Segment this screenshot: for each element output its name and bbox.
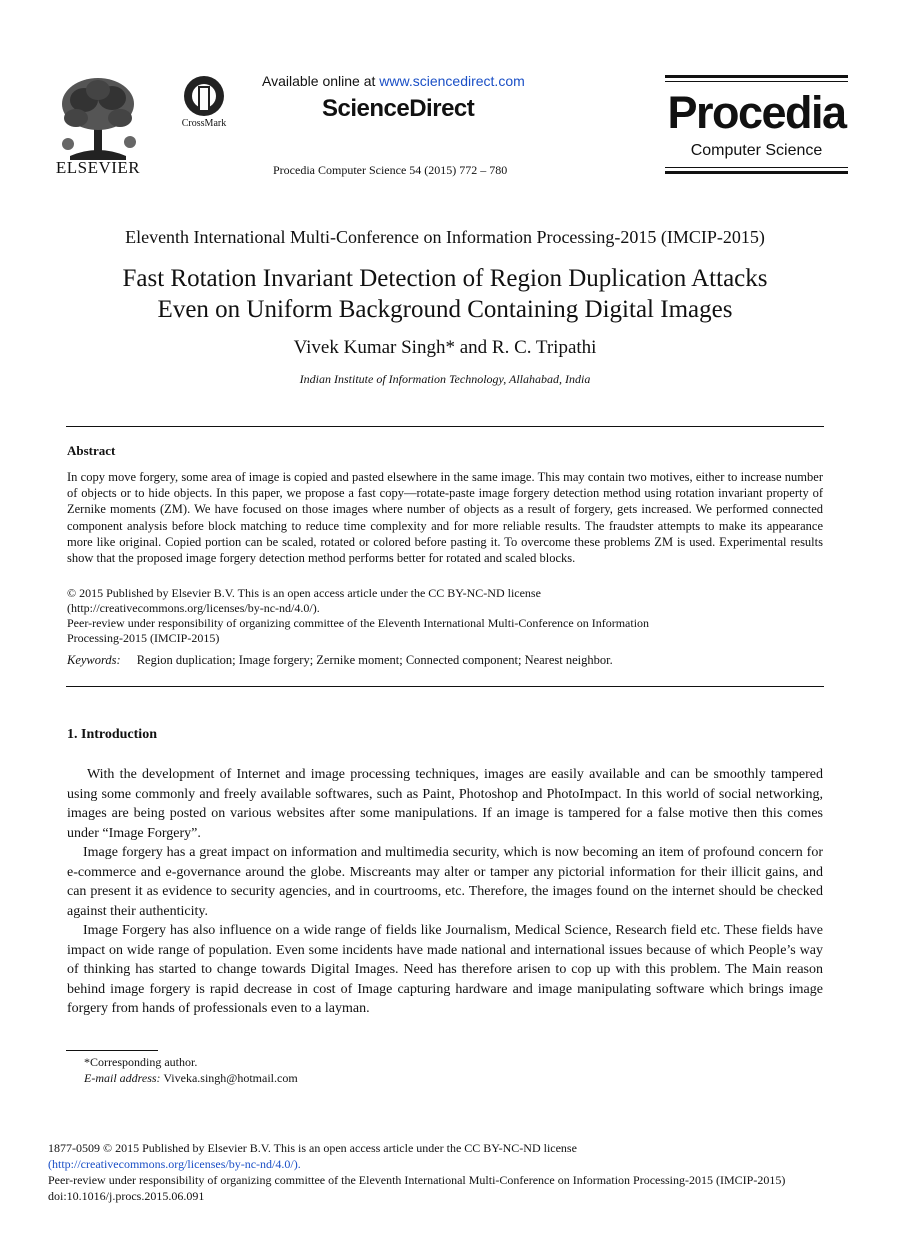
divider [66, 426, 824, 427]
elsevier-wordmark: ELSEVIER [55, 158, 141, 177]
copyright-line: © 2015 Published by Elsevier B.V. This is an open access article under the CC BY-NC-ND license [67, 586, 541, 600]
doi[interactable]: doi:10.1016/j.procs.2015.06.091 [48, 1189, 205, 1203]
authors: Vivek Kumar Singh* and R. C. Tripathi [293, 337, 597, 358]
journal-reference: Procedia Computer Science 54 (2015) 772 – 780 [273, 163, 508, 177]
procedia-rule [665, 75, 848, 78]
paragraph: Image Forgery has also influence on a wide range of fields like Journalism, Medical Science, Research field etc. These fields have impact on wide range of population. Even some incidents have made national and international issues because of which People’s way of thinking has started to change towards Digital Images. Need has therefore arisen to cop up with this problem. The Main reason behind image forgery is rapid decrease in cost of Image capturing hardware and image manipulating software which brings image forgery from hands of professionals even to a layman. [67, 923, 823, 1016]
issn-line: 1877-0509 © 2015 Published by Elsevier B.V. This is an open access article under the CC BY-NC-ND license [48, 1141, 577, 1155]
section-heading: 1. Introduction [67, 727, 157, 742]
procedia-rule [665, 167, 848, 168]
review-line: Processing-2015 (IMCIP-2015) [67, 631, 220, 645]
available-online: Available online at www.sciencedirect.com [262, 73, 525, 89]
crossmark-label: CrossMark [181, 118, 227, 129]
procedia-rule [665, 81, 848, 82]
copyright-notice [67, 586, 827, 646]
affiliation: Indian Institute of Information Technology, Allahabad, India [299, 372, 591, 386]
footer-review: Peer-review under responsibility of organizing committee of the Eleventh International Multi-Conference on Information Processing-2015 (IMCIP-2015) [48, 1173, 786, 1187]
procedia-rule [665, 171, 848, 174]
license-link[interactable]: (http://creativecommons.org/licenses/by-nc-nd/4.0/). [67, 601, 320, 615]
conference-name: Eleventh International Multi-Conference on Information Processing-2015 (IMCIP-2015) [125, 227, 765, 247]
paper-title [0, 263, 890, 325]
keywords-list: Region duplication; Image forgery; Zernike moment; Connected component; Nearest neighbor. [136, 653, 613, 667]
footer-license-link[interactable]: (http://creativecommons.org/licenses/by-nc-nd/4.0/). [48, 1157, 301, 1171]
procedia-logo: Procedia [667, 87, 846, 138]
keywords [67, 653, 613, 668]
email-line [84, 1071, 298, 1086]
email-label: E-mail address: [84, 1071, 161, 1085]
abstract-heading: Abstract [67, 443, 116, 458]
paragraph: Image forgery has a great impact on information and multimedia security, which is now becoming an item of profound concern for e-commerce and e-governance around the globe. Miscreants may alter or tamper any pictorial information for their illicit gains, and can present it as evidence to security agencies, and in courtrooms, etc. Therefore, the images found on the internet should be checked against their authenticity. [67, 845, 823, 919]
sciencedirect-link[interactable]: www.sciencedirect.com [379, 73, 525, 89]
title-line-2: Even on Uniform Background Containing Digital Images [157, 296, 733, 323]
page-footer [48, 1140, 868, 1204]
procedia-subtitle: Computer Science [690, 142, 823, 159]
divider [66, 686, 824, 687]
abstract-body: In copy move forgery, some area of image is copied and pasted elsewhere in the same image. This may contain two motives, either to increase number of objects or to hide objects. In this paper, we propose a fast copy—rotate-paste image forgery detection method using rotation invariant property of Zernike moments (ZM). We have focused on those images where number of objects as a result of forgery, gets increased. We performed connected component analysis before block matching to reduce time complexity and for more reliable results. The fraudster attempts to make its appearance more like original. Copied portion can be scaled, rotated or colored before pasting it. To overcome these problems ZM is used. Experimental results show that the proposed image forgery detection method performs better for rotated and scaled blocks. [67, 470, 823, 566]
title-line-1: Fast Rotation Invariant Detection of Region Duplication Attacks [122, 265, 768, 292]
paragraph: With the development of Internet and image processing techniques, images are easily available and can be smoothly tampered using some commonly and freely available softwares, such as Paint, Photoshop and PhotoImpact. In this world of social networking, images are being posted on various websites after some manipulations. If an image is tampered for a false motive then this comes under “Image Forgery”. [67, 767, 823, 841]
keywords-label: Keywords: [67, 653, 121, 667]
email-address[interactable]: Viveka.singh@hotmail.com [163, 1071, 298, 1085]
sciencedirect-wordmark: ScienceDirect [322, 95, 475, 122]
footnote-rule [66, 1050, 158, 1051]
review-line: Peer-review under responsibility of organizing committee of the Eleventh International Multi-Conference on Information [67, 616, 650, 630]
corresponding-author: *Corresponding author. [84, 1055, 198, 1069]
introduction-body [67, 765, 823, 1019]
